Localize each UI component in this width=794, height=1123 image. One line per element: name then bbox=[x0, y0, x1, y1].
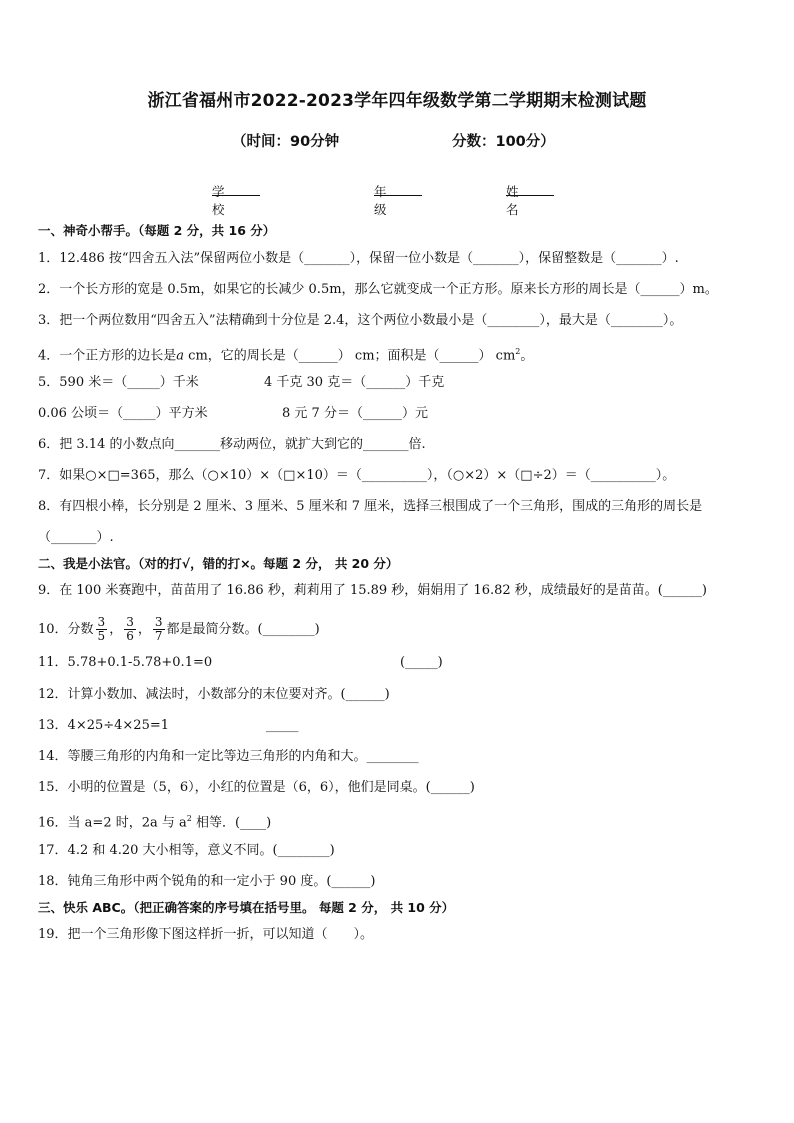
question-3: 3．把一个两位数用“四舍五入”法精确到十分位是 2.4，这个两位小数最小是（________），最大是（________）。 bbox=[38, 313, 683, 328]
question-14: 14．等腰三角形的内角和一定比等边三角形的内角和大。________ bbox=[38, 749, 419, 764]
section-heading-2: 二、我是小法官。（对的打√，错的打×。每题 2 分， 共 20 分） bbox=[38, 556, 399, 571]
section-heading-1: 一、神奇小帮手。（每题 2 分，共 16 分） bbox=[38, 223, 276, 238]
score-label: 分数：100分） bbox=[452, 134, 555, 150]
question-16: 16．当 a=2 时，2a 与 $a^2$ 相等．(____) bbox=[38, 814, 272, 831]
question-10: 10．分数 $\frac{3}{5}$ ， $\frac{3}{6}$ ， $\frac{3}{7}$ 都是最简分数。(________) bbox=[38, 615, 320, 643]
time-label: （时间：90分钟 bbox=[232, 134, 340, 150]
question-18: 18．钝角三角形中两个锐角的和一定小于 90 度。(______) bbox=[38, 874, 376, 889]
fraction-3-5: $\frac{3}{5}$ bbox=[97, 615, 106, 643]
question-8: 8．有四根小棒，长分别是 2 厘米、3 厘米、5 厘米和 7 厘米，选择三根围成了一个三角形，围成的三角形的周长是 bbox=[38, 499, 703, 514]
fraction-3-7: $\frac{3}{7}$ bbox=[154, 615, 163, 643]
fraction-3-6: $\frac{3}{6}$ bbox=[126, 615, 134, 643]
question-5-row-1: 5．590 米＝（_____）千米 4 千克 30 克＝（______）千克 bbox=[38, 375, 445, 390]
question-15: 15．小明的位置是（5，6），小红的位置是（6，6），他们是同桌。(______) bbox=[38, 780, 475, 795]
question-4: 4．一个正方形的边长是a cm，它的周长是（______） cm；面积是（______） $cm^2$。 bbox=[38, 347, 534, 364]
question-1: 1．12.486 按“四舍五入法”保留两位小数是（_______），保留一位小数是（_______），保留整数是（_______）. bbox=[38, 251, 679, 266]
question-6: 6．把 3.14 的小数点向_______移动两位，就扩大到它的_______倍. bbox=[38, 437, 426, 452]
exam-page: 浙江省福州市2022-2023学年四年级数学第二学期期末检测试题 （时间：90分钟 分数：100分） 学校 年级 姓名 一、神奇小帮手。（每题 2 分，共 16 分） 1．12.486 按“四舍五入法”保留两位小数是（_______），保留一位小数是（_______），保留整数是（_______）. 2．一个长方形的宽是 0.5m，如果它的长减少 0.5m，那么它就变成一个正方形。原来长方形的周长是（______）m。 3．把一个两位数用“四舍五入”法精确到十分位是 2.4，这个两位小数最小是（________），最大是（________）。 4．一个正方形的边长是a cm，它的周长是（______） cm；面积是（______） $cm^2$。 5．590 米＝（_____）千米 4 千克 30 克＝（______）千克 0.06 公顷＝（_____）平方米 8 元 7 分＝（______）元 6．把 3.14 的小数点向_______移动两位，就扩大到它的_______倍. 7．如果○×□=365，那么（○×10）×（□×10）＝（__________），（○×2）×（□÷2）＝（__________）。 8．有四根小棒，长分别是 2 厘米、3 厘米、5 厘米和 7 厘米，选择三根围成了一个三角形，围成的三角形的周长是 （_______）. 二、我是小法官。（对的打√，错的打×。每题 2 分， 共 20 分） 9．在 100 米赛跑中，苗苗用了 16.86 秒，莉莉用了 15.89 秒，娟娟用了 16.82 秒，成绩最好的是苗苗。(______) 10．分数 $\frac{3}{5}$ ， $\frac{3}{6}$ ， $\frac{3}{7}$ 都是最简分数。(________) 11．5.78+0.1-5.78+0.1=0 (_____) 12．计算小数加、减法时，小数部分的末位要对齐。(______) 13．4×25÷4×25=1 _____ 14．等腰三角形的内角和一定比等边三角形的内角和大。________ 15．小明的位置是（5，6），小红的位置是（6，6），他们是同桌。(______) 16．当 a=2 时，2a 与 $a^2$ 相等．(____) 17．4.2 和 4.20 大小相等，意义不同。(________) 18．钝角三角形中两个锐角的和一定小于 90 度。(______) 三、快乐 ABC。（把正确答案的序号填在括号里。 每题 2 分， 共 10 分） 19．把一个三角形像下图这样折一折，可以知道（ ）。 bbox=[0, 0, 794, 1123]
question-13: 13．4×25÷4×25=1 _____ bbox=[38, 718, 299, 733]
page-title: 浙江省福州市2022-2023学年四年级数学第二学期期末检测试题 bbox=[147, 91, 647, 111]
question-9: 9．在 100 米赛跑中，苗苗用了 16.86 秒，莉莉用了 15.89 秒，娟娟用了 16.82 秒，成绩最好的是苗苗。(______) bbox=[38, 583, 707, 598]
question-12: 12．计算小数加、减法时，小数部分的末位要对齐。(______) bbox=[38, 687, 390, 702]
question-8-answer: （_______）. bbox=[38, 530, 114, 545]
question-7: 7．如果○×□=365，那么（○×10）×（□×10）＝（__________），（○×2）×（□÷2）＝（__________）。 bbox=[38, 468, 676, 483]
question-2: 2．一个长方形的宽是 0.5m，如果它的长减少 0.5m，那么它就变成一个正方形。原来长方形的周长是（______）m。 bbox=[38, 282, 718, 297]
question-19: 19．把一个三角形像下图这样折一折，可以知道（ ）。 bbox=[38, 927, 374, 942]
question-17: 17．4.2 和 4.20 大小相等，意义不同。(________) bbox=[38, 843, 335, 858]
question-11: 11．5.78+0.1-5.78+0.1=0 (_____) bbox=[38, 655, 443, 670]
question-5-row-2: 0.06 公顷＝（_____）平方米 8 元 7 分＝（______）元 bbox=[38, 406, 428, 421]
section-heading-3: 三、快乐 ABC。（把正确答案的序号填在括号里。 每题 2 分， 共 10 分） bbox=[38, 900, 455, 915]
